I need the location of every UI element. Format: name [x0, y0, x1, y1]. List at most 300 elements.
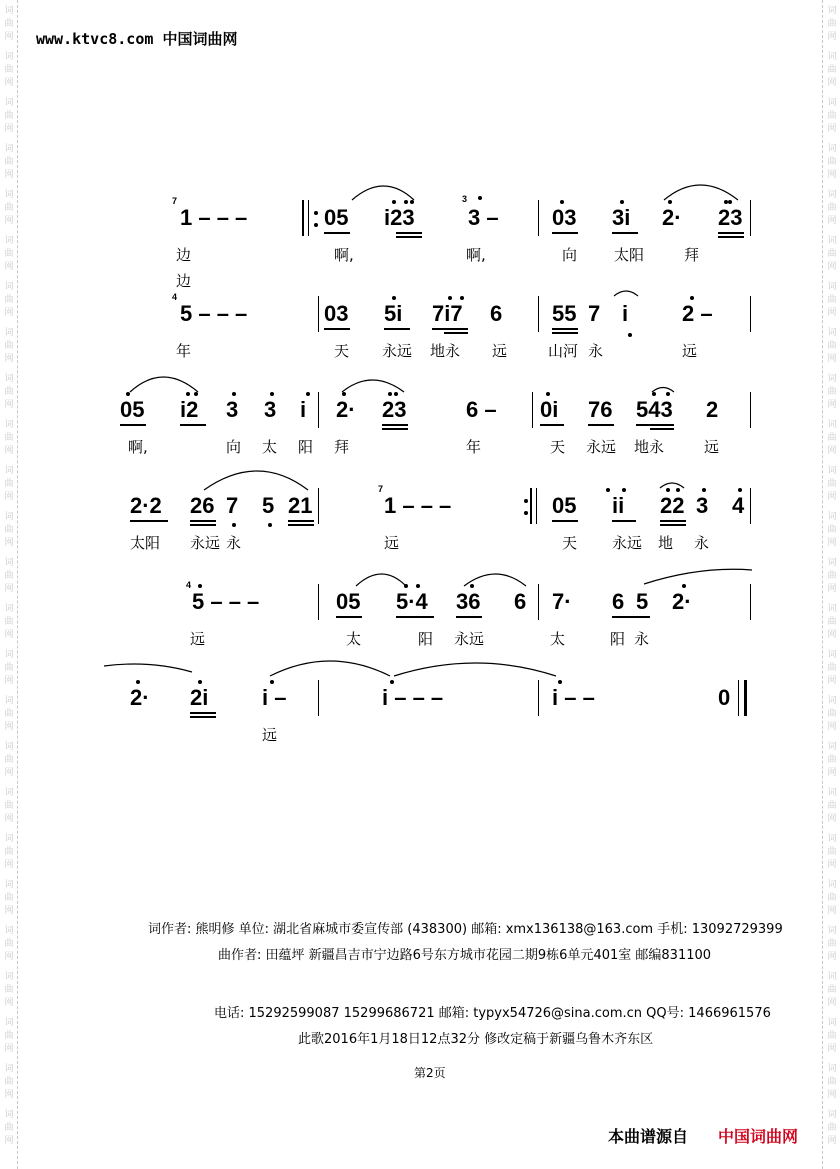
watermark-glyph: 词 — [827, 880, 837, 890]
lyric: 阳 — [418, 630, 434, 648]
lyric: 永远 — [190, 534, 221, 552]
barline — [538, 200, 539, 236]
lyric: 太 — [262, 438, 278, 456]
note: 2 — [706, 397, 719, 422]
note: i2 — [180, 397, 199, 422]
watermark-glyph: 词 — [4, 880, 14, 890]
note: 23 — [382, 397, 407, 422]
high-octave-dot — [702, 488, 706, 492]
watermark-glyph: 网 — [4, 32, 14, 42]
lyric: 永远 — [454, 630, 485, 648]
underline — [190, 520, 216, 522]
watermark-glyph: 曲 — [4, 387, 14, 397]
watermark-glyph: 网 — [827, 446, 837, 456]
watermark-glyph: 曲 — [827, 157, 837, 167]
watermark-glyph: 网 — [4, 998, 14, 1008]
watermark-glyph: 曲 — [4, 985, 14, 995]
watermark-glyph: 曲 — [827, 19, 837, 29]
watermark-glyph: 曲 — [827, 341, 837, 351]
note: 36 — [456, 589, 481, 614]
watermark-glyph: 曲 — [827, 663, 837, 673]
watermark-glyph: 曲 — [4, 617, 14, 627]
final-barline — [744, 680, 747, 716]
grace-note: 4 — [172, 292, 178, 302]
barline — [750, 488, 751, 524]
watermark-glyph: 网 — [827, 170, 837, 180]
lyric: 边 — [176, 246, 192, 264]
note: 1 – – – — [180, 205, 248, 230]
underline — [718, 236, 744, 238]
note: 6 — [514, 589, 527, 614]
barline — [318, 488, 319, 524]
note: i – – – — [382, 685, 444, 710]
watermark-glyph: 网 — [827, 492, 837, 502]
watermark-glyph: 词 — [4, 512, 14, 522]
watermark-glyph: 曲 — [4, 939, 14, 949]
watermark-glyph: 曲 — [4, 433, 14, 443]
barline — [750, 584, 751, 620]
watermark-glyph: 词 — [827, 604, 837, 614]
barline — [750, 200, 751, 236]
watermark-glyph: 网 — [4, 584, 14, 594]
note: 0i — [540, 397, 559, 422]
high-octave-dot — [666, 488, 670, 492]
watermark-glyph: 曲 — [827, 755, 837, 765]
watermark-glyph: 曲 — [4, 1123, 14, 1133]
slur — [204, 471, 308, 490]
repeat-dot — [314, 211, 318, 215]
watermark-glyph: 曲 — [4, 203, 14, 213]
lyric: 年 — [466, 438, 482, 456]
watermark-glyph: 曲 — [827, 387, 837, 397]
high-octave-dot — [410, 200, 414, 204]
site-url[interactable]: www.ktvc8.com — [36, 30, 154, 48]
watermark-glyph: 词 — [827, 190, 837, 200]
watermark-glyph: 曲 — [827, 203, 837, 213]
watermark-glyph: 词 — [4, 1064, 14, 1074]
high-octave-dot — [652, 392, 656, 396]
high-octave-dot — [306, 392, 310, 396]
note: 3i — [612, 205, 631, 230]
watermark-glyph: 网 — [4, 814, 14, 824]
watermark-glyph: 词 — [4, 558, 14, 568]
lyric: 永 — [588, 342, 604, 360]
watermark-glyph: 词 — [4, 236, 14, 246]
underline — [432, 328, 468, 330]
lyric: 永远 — [612, 534, 643, 552]
high-octave-dot — [270, 392, 274, 396]
slur — [356, 574, 406, 586]
revision-note: 此歌2016年1月18日12点32分 修改定稿于新疆乌鲁木齐东区 — [298, 1032, 654, 1047]
note: 05 — [120, 397, 145, 422]
watermark-glyph: 网 — [827, 860, 837, 870]
note: i23 — [384, 205, 415, 230]
slur — [270, 661, 390, 676]
site-name: 中国词曲网 — [162, 30, 238, 48]
watermark-glyph: 网 — [827, 400, 837, 410]
watermark-glyph: 词 — [827, 512, 837, 522]
watermark-glyph: 网 — [827, 262, 837, 272]
watermark-glyph: 词 — [4, 144, 14, 154]
high-octave-dot — [682, 584, 686, 588]
grace-note: 7 — [172, 196, 178, 206]
underline — [540, 424, 564, 426]
lyric: 向 — [562, 246, 578, 264]
low-octave-dot — [232, 523, 236, 527]
watermark-glyph: 词 — [827, 1018, 837, 1028]
note: 2i — [190, 685, 209, 710]
note: 543 — [636, 397, 673, 422]
high-octave-dot — [388, 392, 392, 396]
watermark-glyph: 曲 — [827, 295, 837, 305]
watermark-glyph: 词 — [4, 650, 14, 660]
slur — [614, 291, 638, 296]
high-octave-dot — [728, 200, 732, 204]
high-octave-dot — [546, 392, 550, 396]
barline — [318, 680, 319, 716]
lyric: 远 — [384, 534, 400, 552]
watermark-glyph: 曲 — [827, 1123, 837, 1133]
high-octave-dot — [186, 392, 190, 396]
note: 1 – – – — [384, 493, 452, 518]
watermark-glyph: 网 — [827, 308, 837, 318]
watermark-glyph: 词 — [4, 972, 14, 982]
note: 5i — [384, 301, 403, 326]
high-octave-dot — [668, 200, 672, 204]
note: i – — [262, 685, 287, 710]
note: 7 — [226, 493, 239, 518]
watermark-glyph: 词 — [4, 604, 14, 614]
barline — [538, 680, 539, 716]
lyric: 太阳 — [130, 534, 161, 552]
footer-brand[interactable]: 中国词曲网 — [718, 1127, 799, 1146]
underline — [384, 328, 410, 330]
watermark-glyph: 网 — [827, 998, 837, 1008]
underline — [180, 424, 206, 426]
watermark-glyph: 网 — [4, 768, 14, 778]
watermark-glyph: 词 — [4, 6, 14, 16]
high-octave-dot — [448, 296, 452, 300]
note: 26 — [190, 493, 215, 518]
lyric: 天 — [562, 534, 578, 552]
underline — [552, 332, 578, 334]
watermark-glyph: 词 — [4, 374, 14, 384]
underline — [382, 424, 408, 426]
note: 22 — [660, 493, 685, 518]
watermark-glyph: 网 — [4, 630, 14, 640]
watermark-glyph: 网 — [827, 584, 837, 594]
lyric: 拜 — [684, 246, 700, 264]
watermark-glyph: 曲 — [827, 479, 837, 489]
high-octave-dot — [394, 392, 398, 396]
watermark-glyph: 词 — [827, 328, 837, 338]
note: 6 — [612, 589, 625, 614]
watermark-glyph: 词 — [827, 1110, 837, 1120]
underline — [718, 232, 744, 234]
note: 3 — [226, 397, 239, 422]
lyric: 永远 — [586, 438, 617, 456]
slur — [104, 664, 192, 672]
watermark-glyph: 词 — [827, 466, 837, 476]
note: 5 — [262, 493, 275, 518]
watermark-glyph: 曲 — [827, 801, 837, 811]
watermark-glyph: 网 — [827, 354, 837, 364]
lyric: 年 — [176, 342, 192, 360]
underline — [444, 332, 468, 334]
watermark-glyph: 网 — [827, 768, 837, 778]
watermark-glyph: 曲 — [827, 65, 837, 75]
watermark-glyph: 网 — [4, 124, 14, 134]
watermark-glyph: 网 — [4, 538, 14, 548]
lyric: 拜 — [334, 438, 350, 456]
watermark-glyph: 曲 — [4, 341, 14, 351]
note: 7· — [552, 589, 572, 614]
note: 4 — [732, 493, 745, 518]
high-octave-dot — [478, 196, 482, 200]
high-octave-dot — [232, 392, 236, 396]
watermark-glyph: 曲 — [4, 709, 14, 719]
watermark-glyph: 曲 — [827, 847, 837, 857]
repeat-barline — [530, 488, 532, 524]
slur — [394, 663, 556, 676]
watermark-glyph: 词 — [827, 52, 837, 62]
watermark-glyph: 网 — [827, 722, 837, 732]
underline — [552, 232, 578, 234]
slur — [652, 388, 674, 393]
high-octave-dot — [198, 584, 202, 588]
watermark-glyph: 网 — [827, 952, 837, 962]
watermark-glyph: 曲 — [4, 801, 14, 811]
barline — [318, 584, 319, 620]
watermark-glyph: 网 — [827, 676, 837, 686]
watermark-glyph: 曲 — [4, 111, 14, 121]
underline — [660, 524, 686, 526]
watermark-glyph: 网 — [827, 1136, 837, 1146]
high-octave-dot — [416, 584, 420, 588]
lyric: 边 — [176, 272, 192, 290]
watermark-glyph: 词 — [4, 926, 14, 936]
watermark-glyph: 词 — [827, 98, 837, 108]
underline — [396, 236, 422, 238]
repeat-barline-thin — [536, 488, 537, 524]
barline — [532, 392, 533, 428]
lyric: 永远 — [382, 342, 413, 360]
high-octave-dot — [622, 488, 626, 492]
watermark-glyph: 网 — [827, 1090, 837, 1100]
lyric: 地 — [658, 534, 674, 552]
watermark-glyph: 词 — [4, 52, 14, 62]
watermark-glyph: 网 — [827, 906, 837, 916]
underline — [636, 424, 674, 426]
underline — [612, 616, 650, 618]
watermark-glyph: 曲 — [4, 1077, 14, 1087]
watermark-glyph: 曲 — [4, 755, 14, 765]
lyric: 向 — [226, 438, 242, 456]
note: 03 — [324, 301, 349, 326]
watermark-glyph: 词 — [4, 420, 14, 430]
note: 23 — [718, 205, 743, 230]
watermark-glyph: 曲 — [827, 525, 837, 535]
note: 5 – – – — [192, 589, 260, 614]
lyric: 地永 — [430, 342, 461, 360]
watermark-glyph: 词 — [827, 144, 837, 154]
high-octave-dot — [136, 680, 140, 684]
lyric: 阳 — [298, 438, 314, 456]
note: 5 — [636, 589, 649, 614]
watermark-glyph: 曲 — [827, 1077, 837, 1087]
watermark-glyph: 词 — [4, 1110, 14, 1120]
underline — [612, 520, 636, 522]
watermark-glyph: 网 — [4, 262, 14, 272]
barline — [538, 584, 539, 620]
underline — [552, 328, 578, 330]
watermark-glyph: 词 — [827, 926, 837, 936]
watermark-glyph: 词 — [827, 282, 837, 292]
slur — [660, 483, 684, 488]
watermark-glyph: 网 — [4, 78, 14, 88]
high-octave-dot — [270, 680, 274, 684]
watermark-glyph: 词 — [827, 972, 837, 982]
watermark-glyph: 词 — [827, 236, 837, 246]
footer-source-label: 本曲谱源自 — [608, 1127, 689, 1146]
high-octave-dot — [606, 488, 610, 492]
note: i — [300, 397, 307, 422]
watermark-glyph: 词 — [4, 696, 14, 706]
high-octave-dot — [404, 584, 408, 588]
final-barline-thin — [738, 680, 739, 716]
slur — [664, 185, 738, 200]
watermark-glyph: 词 — [827, 650, 837, 660]
watermark-glyph: 词 — [4, 190, 14, 200]
low-octave-dot — [628, 333, 632, 337]
note: 05 — [324, 205, 349, 230]
watermark-glyph: 曲 — [827, 1031, 837, 1041]
underline — [130, 520, 168, 522]
barline — [538, 296, 539, 332]
note: 5 – – – — [180, 301, 248, 326]
watermark-glyph: 曲 — [827, 893, 837, 903]
underline — [382, 428, 408, 430]
high-octave-dot — [198, 680, 202, 684]
watermark-glyph: 网 — [827, 1044, 837, 1054]
note: 05 — [336, 589, 361, 614]
note: 6 – — [466, 397, 497, 422]
watermark-glyph: 曲 — [827, 939, 837, 949]
high-octave-dot — [392, 200, 396, 204]
note: 7 — [588, 301, 601, 326]
lyric: 啊, — [128, 438, 148, 456]
watermark-glyph: 网 — [827, 32, 837, 42]
grace-note: 4 — [186, 580, 192, 590]
barline — [750, 296, 751, 332]
lyric: 啊, — [334, 246, 354, 264]
high-octave-dot — [392, 296, 396, 300]
high-octave-dot — [620, 200, 624, 204]
watermark-glyph: 网 — [827, 124, 837, 134]
lyric: 永 — [694, 534, 710, 552]
note: 3 — [264, 397, 277, 422]
lyric: 远 — [492, 342, 508, 360]
watermark-glyph: 曲 — [4, 157, 14, 167]
watermark-glyph: 网 — [4, 722, 14, 732]
watermark-glyph: 曲 — [4, 525, 14, 535]
note: i — [622, 301, 629, 326]
watermark-glyph: 词 — [827, 558, 837, 568]
lyric: 太 — [550, 630, 566, 648]
note: 3 – — [468, 205, 499, 230]
watermark-glyph: 曲 — [827, 985, 837, 995]
high-octave-dot — [470, 584, 474, 588]
watermark-glyph: 曲 — [827, 617, 837, 627]
note: 7i7 — [432, 301, 463, 326]
watermark-glyph: 曲 — [827, 571, 837, 581]
barline — [318, 296, 319, 332]
lyricist-info: 词作者: 熊明修 单位: 湖北省麻城市委宣传部 (438300) 邮箱: xmx136138@163.com 手机: 13092729399 — [148, 922, 783, 937]
lyric: 天 — [550, 438, 566, 456]
watermark-glyph: 曲 — [4, 19, 14, 29]
watermark-glyph: 词 — [827, 374, 837, 384]
watermark-glyph: 词 — [827, 742, 837, 752]
watermark-glyph: 曲 — [4, 479, 14, 489]
underline — [288, 524, 314, 526]
high-octave-dot — [126, 392, 130, 396]
lyric: 太阳 — [614, 246, 645, 264]
watermark-glyph: 词 — [827, 834, 837, 844]
watermark-glyph: 词 — [827, 1064, 837, 1074]
watermark-glyph: 网 — [827, 538, 837, 548]
watermark-glyph: 网 — [827, 814, 837, 824]
lyric: 远 — [190, 630, 206, 648]
underline — [324, 328, 350, 330]
underline — [190, 712, 216, 714]
watermark-glyph: 网 — [4, 1136, 14, 1146]
watermark-glyph: 词 — [827, 420, 837, 430]
watermark-glyph: 词 — [4, 742, 14, 752]
watermark-glyph: 网 — [4, 446, 14, 456]
note: 03 — [552, 205, 577, 230]
high-octave-dot — [676, 488, 680, 492]
slur — [644, 569, 752, 584]
watermark-glyph: 词 — [4, 1018, 14, 1028]
lyric: 阳 — [610, 630, 626, 648]
watermark-glyph: 曲 — [827, 111, 837, 121]
repeat-barline — [302, 200, 304, 236]
barline — [318, 392, 319, 428]
underline — [120, 424, 146, 426]
lyric: 天 — [334, 342, 350, 360]
lyric: 远 — [262, 726, 278, 744]
watermark-glyph: 词 — [4, 788, 14, 798]
low-octave-dot — [268, 523, 272, 527]
barline — [750, 392, 751, 428]
watermark-glyph: 词 — [4, 328, 14, 338]
watermark-glyph: 曲 — [827, 709, 837, 719]
watermark-glyph: 词 — [827, 788, 837, 798]
note: 2· — [130, 685, 150, 710]
note: 6 — [490, 301, 503, 326]
underline — [324, 232, 350, 234]
watermark-glyph: 词 — [4, 466, 14, 476]
watermark-glyph: 网 — [4, 216, 14, 226]
high-octave-dot — [342, 392, 346, 396]
note: i – – — [552, 685, 595, 710]
note: 2·2 — [130, 493, 162, 518]
high-octave-dot — [666, 392, 670, 396]
watermark-glyph: 词 — [4, 98, 14, 108]
slur — [130, 377, 198, 392]
note: 0 — [718, 685, 731, 710]
lyric: 远 — [704, 438, 720, 456]
